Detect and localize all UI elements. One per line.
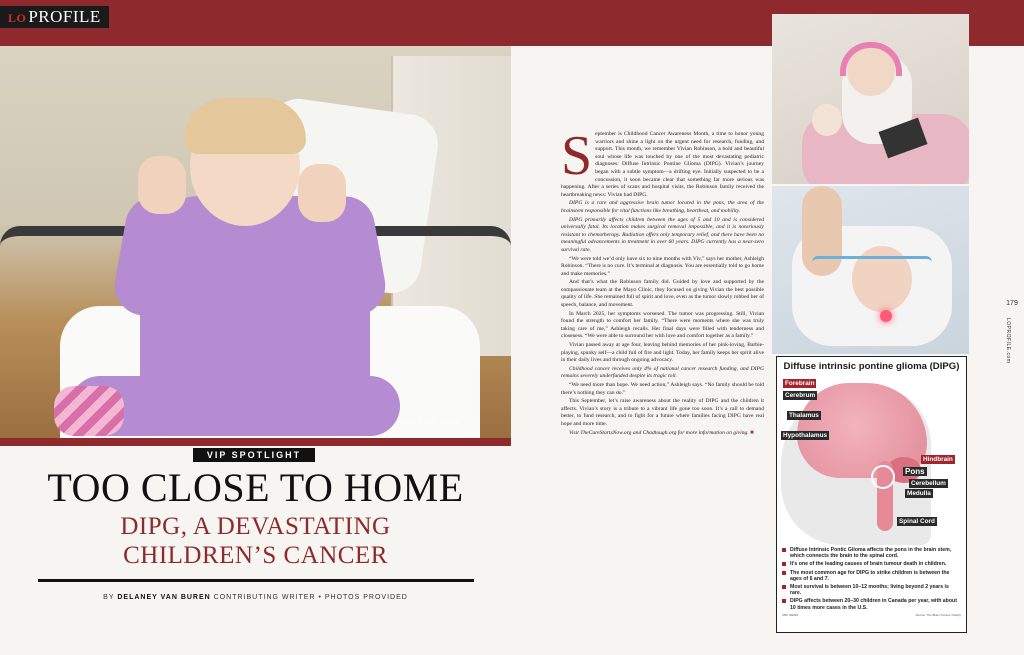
thumbs-up-right (298, 164, 346, 222)
byline-by: BY (103, 594, 115, 601)
girl-hair (184, 98, 306, 154)
paragraph-text: eptember is Childhood Cancer Awareness Month, a time to honor young warriors and shine a light on the urgent need for research, funding, and support. This month, we remember Vivian Robinson, a bold and beautiful soul whose life was touched by one of the most devastating pediatric diagnoses: Diffuse Intrinsic Pontine Glioma (DIPG). Vivian’s journey began with a subtle symptom—a drifting eye. Initially suspected to be a concussion, it soon became clear that something far more serious was happening. After a series of scans and hospital visits, the Robinson family received the heartbreaking news: Vivian had DIPG. (561, 131, 764, 198)
section-tag: VIP SPOTLIGHT (193, 448, 315, 462)
fact-item: DIPG affects between 20–30 children in Canada per year, with about 10 times more cases in the U.S. (782, 598, 961, 610)
photo-hospital-bed (772, 186, 969, 354)
infographic-title: Diffuse intrinsic pontine glioma (DIPG) (783, 361, 960, 372)
article-title: TOO CLOSE TO HOME (47, 465, 464, 510)
logo-text: PROFILE (28, 7, 101, 26)
page-url: LOPROFILE.com (1005, 318, 1011, 364)
doll (812, 104, 842, 136)
article-paragraph-8: Childhood cancer receives only 4% of national cancer research funding, and DIPG remains severely underfunded despite its tragic toll. (561, 365, 764, 380)
pulse-oximeter-light (880, 310, 892, 322)
paragraph-text: Visit TheCureStartsNow.org and Chadtough.org for more information on giving. (569, 429, 749, 436)
magazine-logo (0, 6, 109, 28)
page-number: 179 (1006, 300, 1018, 307)
infographic-footer (779, 613, 964, 617)
article-paragraph-1 (561, 125, 764, 199)
photo-girl-with-headphones (772, 14, 969, 184)
label-hindbrain: Hindbrain (923, 456, 953, 463)
article-paragraph-6: In March 2025, her symptoms worsened. The tumor was progressing. Still, Vivian found the strength to comfort her family. “There were moments where she was truly taking care of me,” Ashleigh recalls. Her final days were filled with tenderness and closeness. “We were able to surround her with love and comfort together as a family.” (561, 310, 764, 340)
article-paragraph-4: “We were told we’d only have six to nine months with Viv,” says her mother, Ashleigh Robinson. “There is no cure. It’s terminal at diagnosis. You are essentially told to go home and make memories.” (561, 255, 764, 277)
fact-item: Diffuse Intrinsic Pontic Glioma affects the pons in the brain stem, which connects the brain to the spinal cord. (782, 547, 961, 559)
fact-item: The most common age for DIPG to strike children is between the ages of 6 and 7. (782, 570, 961, 582)
byline-role: CONTRIBUTING WRITER (213, 594, 316, 601)
article-paragraph-9: “We need more than hope. We need action,” Ashleigh says. “No family should be told there’s nothing they can do.” (561, 382, 764, 396)
hero-photo (0, 46, 511, 446)
oxygen-tube (812, 256, 932, 268)
dipg-infographic (776, 356, 967, 633)
article-paragraph-11 (561, 430, 764, 438)
article-paragraph-2: DIPG is a rare and aggressive brain tumor located in the pons, the area of the brainstem responsible for vital functions like breathing, heartbeat, and mobility. (561, 200, 764, 214)
article-body (561, 125, 764, 438)
label-spinal-cord: Spinal Cord (899, 518, 935, 525)
infographic-facts (779, 547, 964, 611)
label-thalamus: Thalamus (789, 412, 819, 419)
thumbs-up-left (138, 156, 186, 214)
label-pons: Pons (905, 467, 925, 476)
infographic-publisher: CBC NEWS (782, 612, 799, 617)
fact-item: It's one of the leading causes of brain tumour death in children. (782, 561, 961, 567)
title-rule (38, 579, 474, 582)
label-forebrain: Forebrain (785, 380, 815, 387)
byline (0, 594, 511, 601)
byline-separator: • (318, 594, 322, 601)
label-hypothalamus: Hypothalamus (783, 432, 828, 439)
label-cerebrum: Cerebrum (785, 392, 816, 399)
subtitle-line-1: DIPG, A DEVASTATING (120, 513, 391, 540)
infographic-source: Source: The Brain Tumour Charity (915, 612, 961, 617)
subtitle-line-2: CHILDREN’S CANCER (123, 542, 388, 569)
label-medulla: Medulla (907, 490, 931, 497)
byline-author: DELANEY VAN BUREN (117, 594, 211, 601)
striped-sock (54, 386, 124, 436)
end-mark: ■ (750, 429, 754, 436)
photo-credit: VIVIAN ROBINSON (399, 420, 459, 426)
pons-highlight-ring (871, 465, 895, 489)
brain-diagram (779, 375, 964, 545)
label-cerebellum: Cerebellum (911, 480, 946, 487)
article-paragraph-5: And that’s what the Robinson family did. Guided by love and supported by the compassionate team at the Mayo Clinic, they focused on giving Vivian the best possible quality of life. She remained full of spirit and love, even as the tumor slowly robbed her of speech, balance, and movement. (561, 279, 764, 309)
article-paragraph-7: Vivian passed away at age four, leaving behind memories of her pink-loving, Barbie-playing, spunky self—a child full of fire and light. Today, her family keeps her spirit alive in their daily lives and through ongoing advocacy. (561, 342, 764, 364)
fact-item: Most survival is between 10–12 months; living beyond 2 years is rare. (782, 584, 961, 596)
logo-mark: LO (8, 11, 27, 25)
article-paragraph-3: DIPG primarily affects children between the ages of 5 and 10 and is considered universally fatal. Its location makes surgical removal impossible, and it is notoriously resistant to chemotherapy. Radiation offers only temporary relief, and there have been no meaningful advancements in treatment in over 60 years. DIPG currently has a near-zero survival rate. (561, 216, 764, 253)
byline-photos: PHOTOS PROVIDED (324, 594, 408, 601)
article-paragraph-10: This September, let’s raise awareness about the reality of DIPG and the children it affects. Vivian’s story is a tribute to a vibrant life gone too soon. It’s a call to demand better, to fund research, and to fight for a future where families facing DIPG have real hope and more time. (561, 398, 764, 427)
article-subtitle (0, 512, 511, 570)
drop-cap: S (561, 125, 593, 187)
headphones-icon (840, 42, 902, 76)
